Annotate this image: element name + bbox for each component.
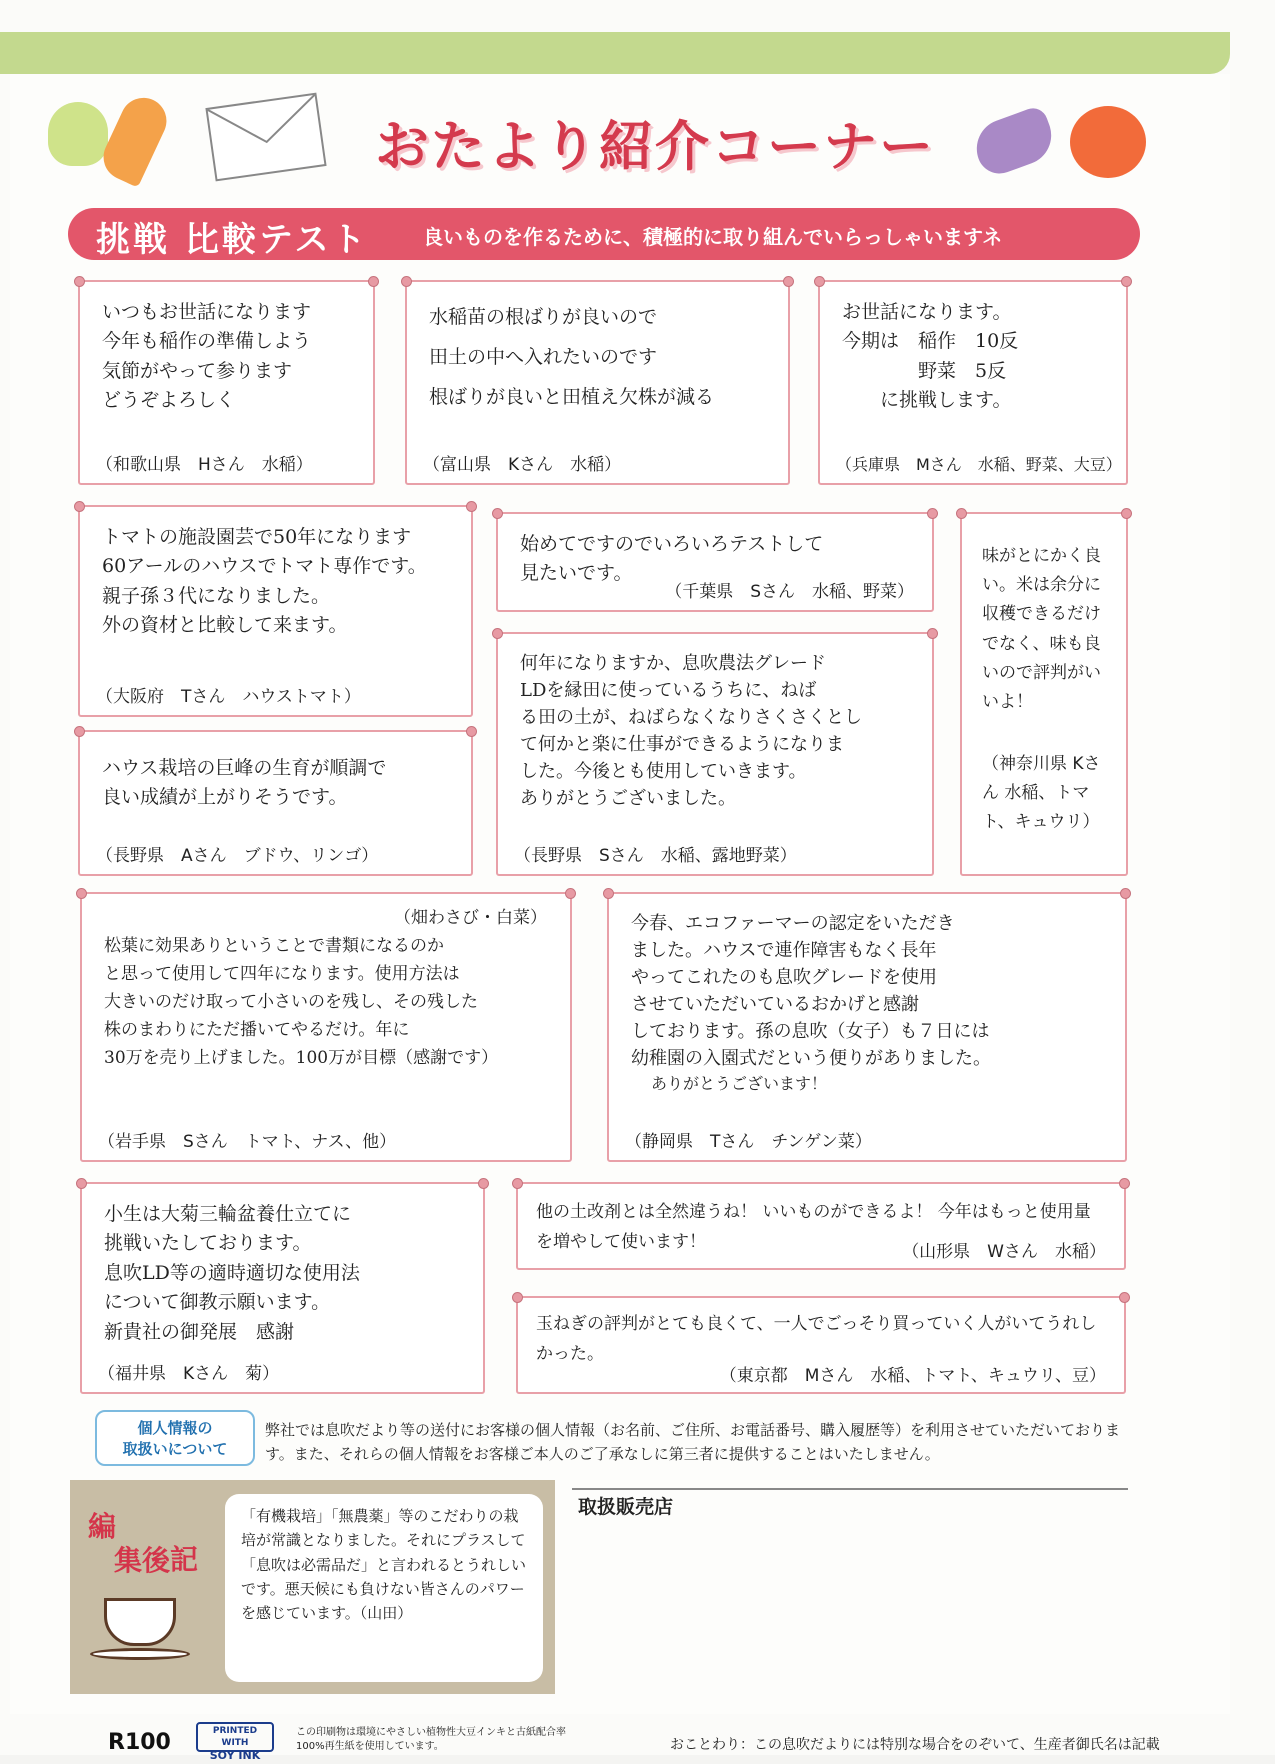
letter-card	[960, 512, 1128, 876]
letter-card	[78, 730, 473, 876]
letter-caption: （山形県 Wさん 水稲）	[902, 1242, 1106, 1262]
eggplant-icon	[968, 104, 1059, 180]
pin-icon	[1120, 888, 1131, 899]
letter-caption: （東京都 Mさん 水稲、トマト、キュウリ、豆）	[719, 1366, 1106, 1386]
letter-handwriting: いつもお世話になります 今年も稲作の準備しよう 気節がやって参ります どうぞよろしく	[102, 301, 312, 412]
header	[40, 90, 1220, 200]
pin-icon	[74, 726, 85, 737]
letter-handwriting: ハウス栽培の巨峰の生育が順調で 良い成績が上がりそうです。	[102, 757, 387, 809]
shop-label: 取扱販売店	[578, 1496, 674, 1518]
letter-caption: （福井県 Kさん 菊）	[98, 1364, 280, 1384]
pin-icon	[512, 1292, 523, 1303]
letter-card	[405, 280, 790, 485]
top-green-bar	[0, 32, 1230, 74]
letter-handwriting: トマトの施設園芸で50年になります 60アールのハウスでトマト専作です。 親子孫３代になりました。 外の資材と比較して来ます。	[102, 526, 427, 637]
soy-ink-logo: PRINTED WITH SOY INK	[196, 1722, 274, 1752]
privacy-text: 弊社では息吹だより等の送付にお客様の個人情報（お名前、ご住所、お電話番号、購入履歴等）を利用させていただいております。また、それらの個人情報をお客様ご本人のご了承なしに第三者に提供することはいたしません。	[265, 1421, 1121, 1463]
pin-icon	[492, 508, 503, 519]
page-title: おたより紹介コーナー	[375, 115, 935, 178]
letter-handwriting: 始めてですのでいろいろテストして 見たいです。	[520, 533, 824, 585]
letter-handwriting: 水稲苗の根ばりが良いので 田土の中へ入れたいのです 根ばりが良いと田植え欠株が減る	[429, 306, 715, 408]
letter-caption: （静岡県 Tさん チンゲン菜）	[625, 1132, 872, 1152]
pin-icon	[512, 1178, 523, 1189]
letter-caption: （兵庫県 Mさん 水稲、野菜、大豆）	[836, 455, 1122, 474]
coffee-cup-icon	[104, 1598, 176, 1646]
letter-card	[516, 1182, 1126, 1270]
pin-icon	[478, 1178, 489, 1189]
saucer-icon	[90, 1648, 190, 1660]
recycle-logo: R100	[108, 1730, 171, 1755]
banner-subtitle: 良いものを作るために、積極的に取り組んでいらっしゃいますネ	[423, 225, 1003, 249]
letter-text: 他の土改剤とは全然違うね！ いいものができるよ！ 今年はもっと使用量を増やして使います！	[536, 1202, 1091, 1252]
letter-handwriting: 今春、エコファーマーの認定をいただき ました。ハウスで連作障害もなく長年 やってこれたのも息吹グレードを使用 させていただいているおかげと感謝 しております。孫の息吹（女子）も７日には 幼稚園の入園式だという便りがありました。 ありがとうございます！	[631, 913, 991, 1093]
pin-icon	[74, 276, 85, 287]
pin-icon	[956, 508, 967, 519]
tomato-icon	[1070, 106, 1146, 178]
pin-icon	[466, 726, 477, 737]
pin-icon	[814, 276, 825, 287]
cabbage-icon	[48, 102, 108, 166]
letter-caption: （長野県 Aさん ブドウ、リンゴ）	[96, 846, 379, 866]
editor-note-heading: 編 集後 記	[88, 1510, 199, 1577]
pin-icon	[1121, 508, 1132, 519]
letter-caption: （和歌山県 Hさん 水稲）	[96, 455, 313, 475]
footer-disclaimer: おことわり：この息吹だよりには特別な場合をのぞいて、生産者御氏名は記載	[670, 1737, 1160, 1753]
letter-card	[496, 512, 934, 612]
letter-caption: （神奈川県 Kさん 水稲、トマト、キュウリ）	[982, 754, 1101, 833]
ink-note: この印刷物は環境にやさしい植物性大豆インキと古紙配合率100%再生紙を使用しています。	[296, 1727, 566, 1752]
letter-caption: （長野県 Sさん 水稲、露地野菜）	[514, 846, 797, 866]
letter-card	[818, 280, 1128, 485]
letter-text: 味がとにかく良い。米は余分に収穫できるだけでなく、味も良いので評判がいいよ！	[982, 546, 1101, 713]
pin-icon	[76, 888, 87, 899]
pin-icon	[783, 276, 794, 287]
pin-icon	[927, 628, 938, 639]
pin-icon	[76, 1178, 87, 1189]
letter-caption: （千葉県 Sさん 水稲、野菜）	[665, 582, 914, 602]
letter-card	[607, 892, 1127, 1162]
letter-caption: （岩手県 Sさん トマト、ナス、他）	[98, 1132, 397, 1152]
letter-handwriting: 小生は大菊三輪盆養仕立てに 挑戦いたしております。 息吹LD等の適時適切な使用法 について御教示願います。 新貴社の御発展 感謝	[104, 1203, 360, 1343]
letter-caption: （富山県 Kさん 水稲）	[423, 455, 622, 475]
shop-divider	[572, 1488, 1128, 1490]
letter-card	[78, 280, 375, 485]
pin-icon	[492, 628, 503, 639]
pin-icon	[603, 888, 614, 899]
pin-icon	[401, 276, 412, 287]
letter-caption: （大阪府 Tさん ハウストマト）	[96, 687, 361, 707]
envelope-icon	[205, 93, 326, 182]
letter-card	[80, 1182, 485, 1394]
editor-note-text: 「有機栽培」「無農薬」等のこだわりの栽培が常識となりました。それにプラスして「息吹は必需品だ」と言われるとうれしいです。悪天候にも負けない皆さんのパワーを感じています。（山田）	[225, 1494, 543, 1682]
letter-card	[516, 1296, 1126, 1394]
editor-note	[70, 1480, 555, 1694]
letter-handwriting: 何年になりますか、息吹農法グレード LDを縁田に使っているうちに、ねば る田の土が、ねばらなくなりさくさくとし て何かと楽に仕事ができるようになりま した。今後とも使用していきます。 ありがとうございました。	[520, 653, 862, 809]
pin-icon	[74, 501, 85, 512]
letter-handwriting: お世話になります。 今期は 稲作 10反 野菜 5反 に挑戦します。	[842, 301, 1019, 412]
pin-icon	[466, 501, 477, 512]
letter-card	[78, 505, 473, 717]
pin-icon	[1119, 1292, 1130, 1303]
banner-title: 挑戦 比較テスト	[96, 220, 369, 260]
pin-icon	[927, 508, 938, 519]
privacy-label: 個人情報の 取扱いについて	[95, 1410, 255, 1466]
letter-card	[496, 632, 934, 876]
pin-icon	[565, 888, 576, 899]
pin-icon	[1119, 1178, 1130, 1189]
letter-text: 玉ねぎの評判がとても良くて、一人でごっそり買っていく人がいてうれしかった。	[536, 1314, 1097, 1364]
pin-icon	[368, 276, 379, 287]
letter-card	[80, 892, 572, 1162]
pin-icon	[1121, 276, 1132, 287]
section-banner	[68, 208, 1140, 260]
letter-handwriting: （畑わさび・白菜） 松葉に効果ありということで書類になるのか と思って使用して四年になります。使用方法は 大きいのだけ取って小さいのを残し、その残した 株のまわりにただ播いてやるだけ。年に 30万を売り上げました。100万が目標（感謝です）	[104, 908, 547, 1069]
